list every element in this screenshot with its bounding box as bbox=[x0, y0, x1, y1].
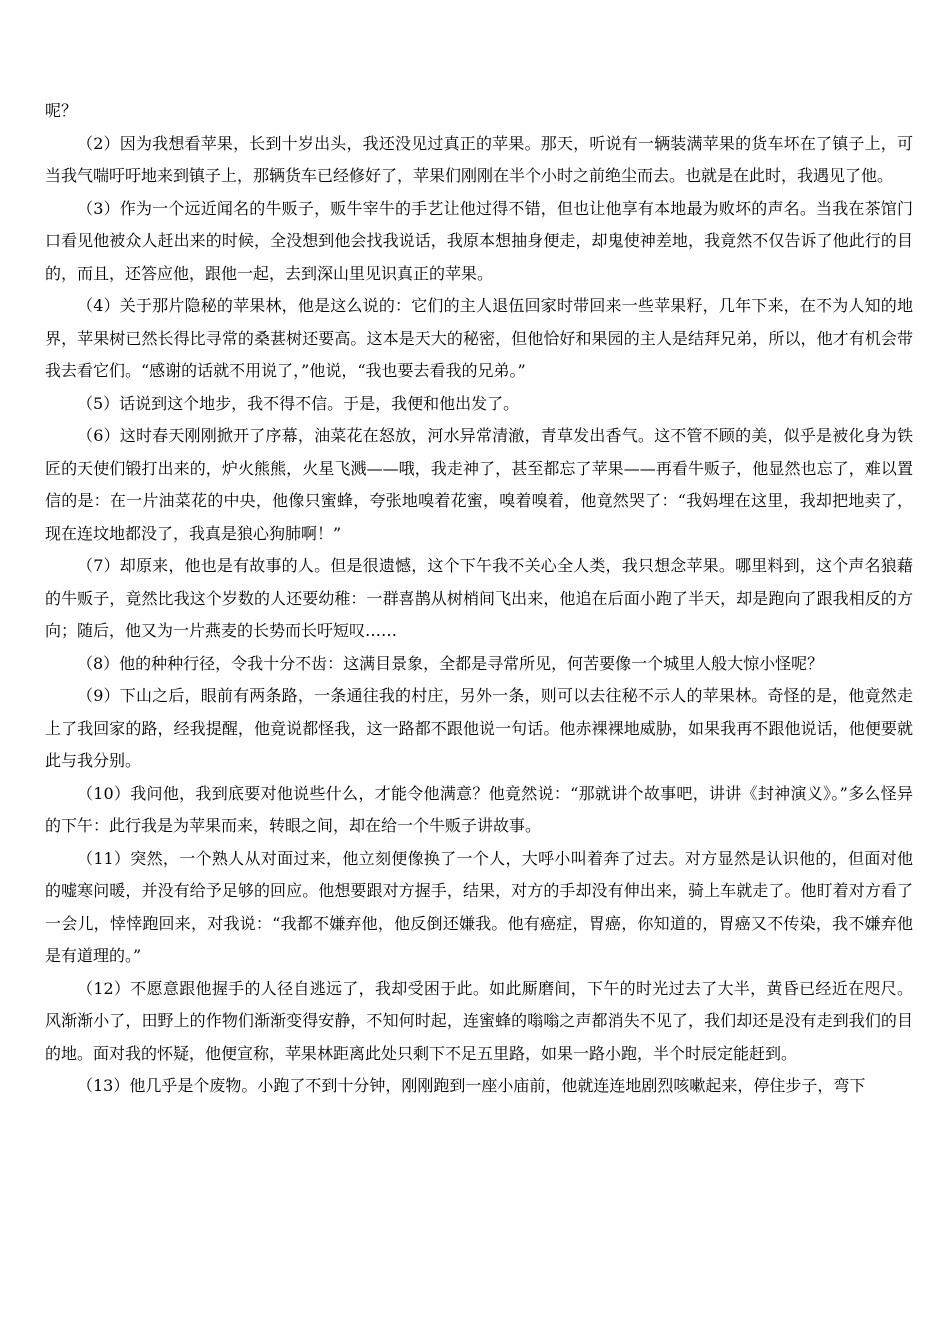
paragraph-11: （11）突然，一个熟人从对面过来，他立刻便像换了一个人，大呼小叫着奔了过去。对方显然是认识他的，但面对他的嘘寒问暖，并没有给予足够的回应。他想要跟对方握手，结果，对方的手却没有伸出来，骑上车就走了。他盯着对方看了一会儿，悻悻跑回来，对我说：“我都不嫌弃他，他反倒还嫌我。他有癌症，胃癌，你知道的，胃癌又不传染，我不嫌弃他是有道理的。” bbox=[45, 848, 913, 965]
paragraph-5: （5）话说到这个地步，我不得不信。于是，我便和他出发了。 bbox=[77, 393, 520, 413]
paragraph-7: （7）却原来，他也是有故事的人。但是很遗憾，这个下午我不关心全人类，我只想念苹果。哪里料到，这个声名狼藉的牛贩子，竟然比我这个岁数的人还要幼稚：一群喜鹊从树梢间飞出来，他追在后面小跑了半天，却是跑向了跟我相反的方向；随后，他又为一片燕麦的长势而长吁短叹…… bbox=[45, 556, 913, 640]
paragraph-10: （10）我问他，我到底要对他说些什么，才能令他满意？他竟然说：“那就讲个故事吧，讲讲《封神演义》。”多么怪异的下午：此行我是为苹果而来，转眼之间，却在给一个牛贩子讲故事。 bbox=[45, 783, 913, 835]
paragraph-13: （13）他几乎是个废物。小跑了不到十分钟，刚刚跑到一座小庙前，他就连连地剧烈咳嗽起来，停住步子，弯下 bbox=[77, 1076, 866, 1095]
paragraph-4: （4）关于那片隐秘的苹果林，他是这么说的：它们的主人退伍回家时带回来一些苹果籽，几年下来，在不为人知的地界，苹果树已然长得比寻常的桑葚树还要高。这本是天大的秘密，但他恰好和果园的主人是结拜兄弟，所以，他才有机会带我去看它们。“感谢的话就不用说了，”他说，“我也要去看我的兄弟。” bbox=[45, 296, 913, 380]
document-body bbox=[45, 95, 913, 1103]
paragraph-2: （2）因为我想看苹果，长到十岁出头，我还没见过真正的苹果。那天，听说有一辆装满苹果的货车坏在了镇子上，可当我气喘吁吁地来到镇子上，那辆货车已经修好了，苹果们刚刚在半个小时之前绝尘而去。也就是在此时，我遇见了他。 bbox=[45, 133, 913, 185]
paragraph-3: （3）作为一个远近闻名的牛贩子，贩牛宰牛的手艺让他过得不错，但也让他享有本地最为败坏的声名。当我在茶馆门口看见他被众人赶出来的时候，全没想到他会找我说话，我原本想抽身便走，却鬼使神差地，我竟然不仅告诉了他此行的目的，而且，还答应他，跟他一起，去到深山里见识真正的苹果。 bbox=[45, 198, 913, 283]
paragraph-6: （6）这时春天刚刚掀开了序幕，油菜花在怒放，河水异常清澈，青草发出香气。这不管不顾的美，似乎是被化身为铁匠的天使们锻打出来的，炉火熊熊，火星飞溅——哦，我走神了，甚至都忘了苹果——再看牛贩子，他显然也忘了，难以置信的是：在一片油菜花的中央，他像只蜜蜂，夸张地嗅着花蜜，嗅着嗅着，他竟然哭了：“我妈埋在这里，我却把地卖了，现在连坟地都没了，我真是狼心狗肺啊！” bbox=[45, 426, 913, 543]
paragraph-continued: 呢？ bbox=[45, 101, 78, 120]
paragraph-9: （9）下山之后，眼前有两条路，一条通往我的村庄，另外一条，则可以去往秘不示人的苹果林。奇怪的是，他竟然走上了我回家的路，经我提醒，他竟说都怪我，这一路都不跟他说一句话。他赤裸裸地威胁，如果我再不跟他说话，他便要就此与我分别。 bbox=[45, 686, 913, 770]
paragraph-12: （12）不愿意跟他握手的人径自逃远了，我却受困于此。如此厮磨间，下午的时光过去了大半，黄昏已经近在咫尺。风渐渐小了，田野上的作物们渐渐变得安静，不知何时起，连蜜蜂的嗡嗡之声都消失不见了，我们却还是没有走到我们的目的地。面对我的怀疑，他便宣称，苹果林距离此处只剩下不足五里路，如果一路小跑，半个时辰定能赶到。 bbox=[45, 978, 913, 1063]
paragraph-8: （8）他的种种行径，令我十分不齿：这满目景象，全都是寻常所见，何苦要像一个城里人般大惊小怪呢？ bbox=[77, 653, 824, 673]
